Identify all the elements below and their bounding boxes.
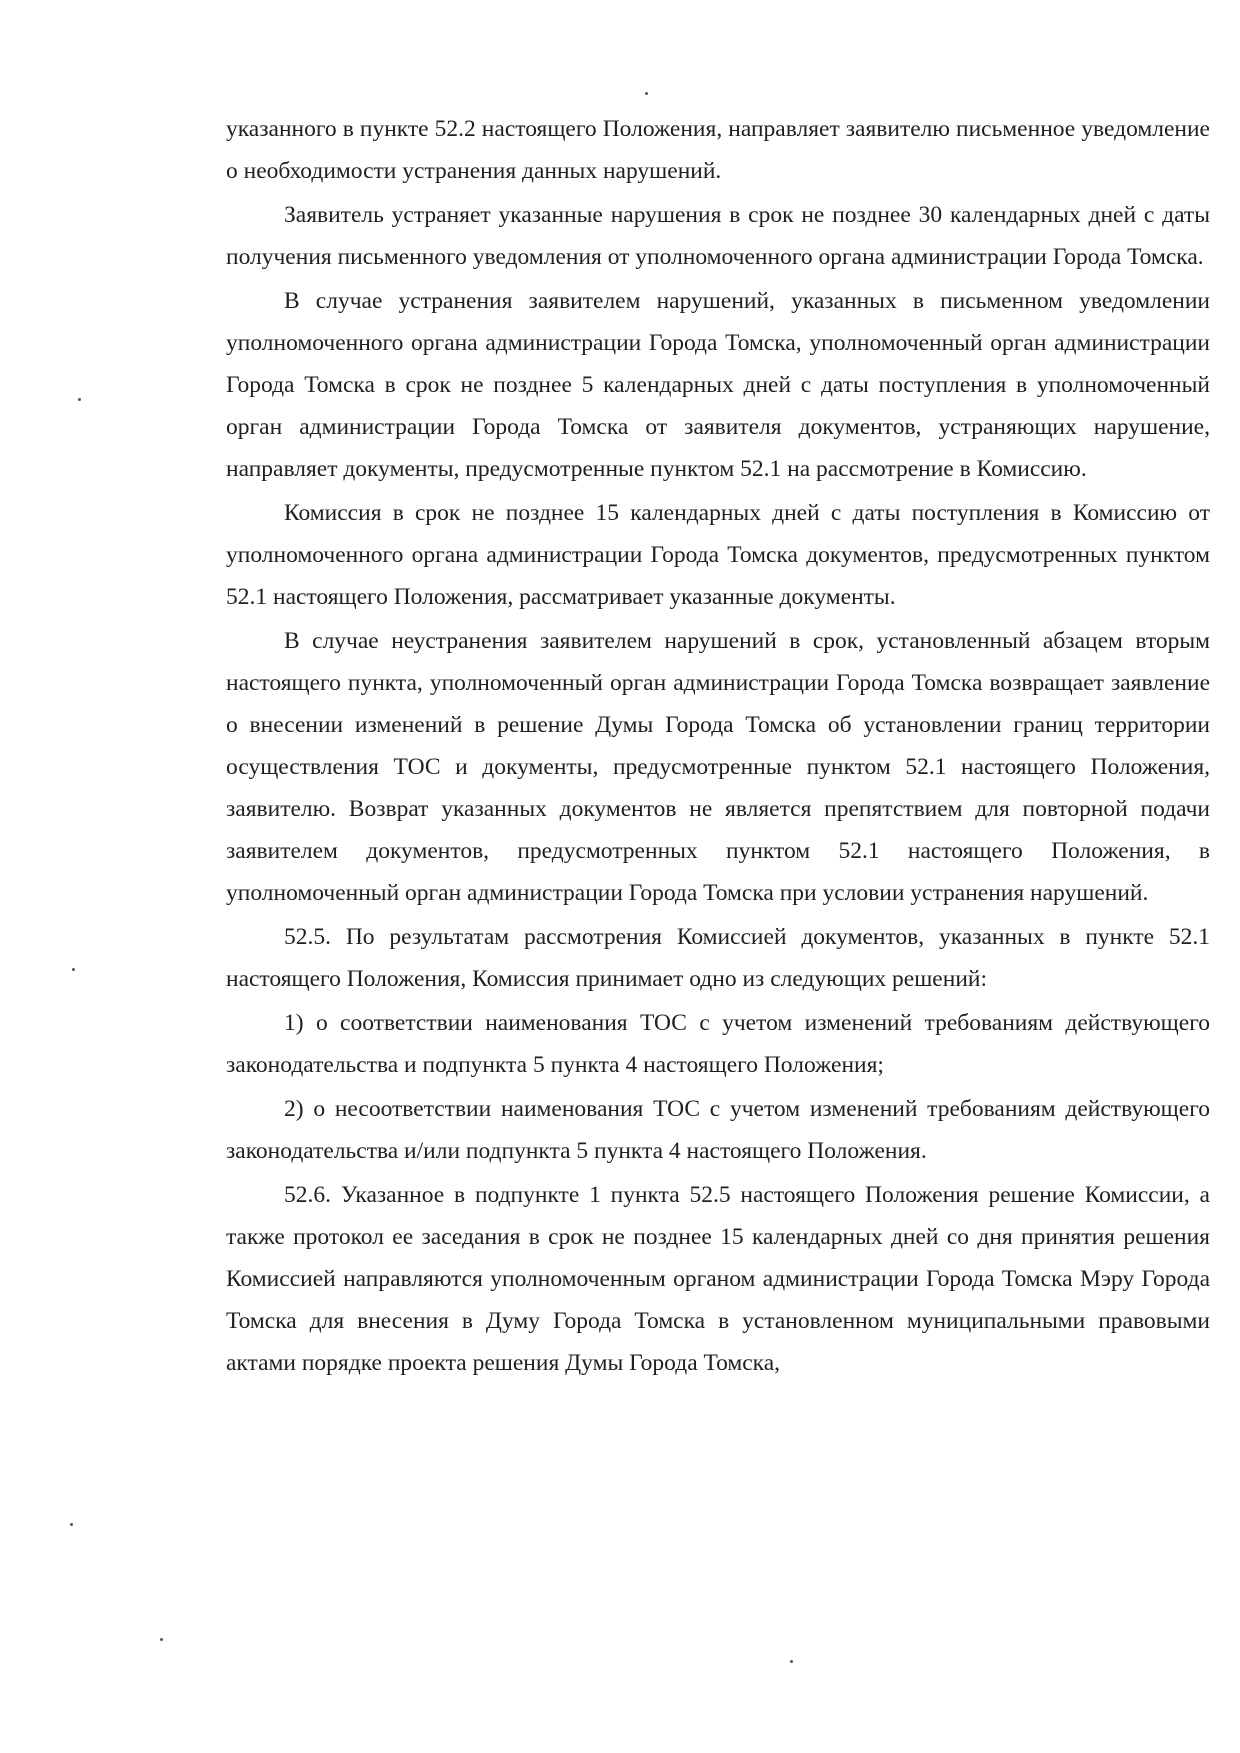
scan-speck xyxy=(160,1638,163,1641)
paragraph-continuation: указанного в пункте 52.2 настоящего Положения, направляет заявителю письменное уведомление о необходимости устранения данных нарушений. xyxy=(226,116,1210,184)
paragraph-commission-review: Комиссия в срок не позднее 15 календарных дней с даты поступления в Комиссию от уполномоченного органа администрации Города Томска документов, предусмотренных пунктом 52.1 настоящего Положения, рассматривает указанные документы. xyxy=(226,500,1210,610)
scan-speck xyxy=(645,92,648,95)
scan-speck xyxy=(70,1523,73,1526)
paragraph-52-5: 52.5. По результатам рассмотрения Комиссией документов, указанных в пункте 52.1 настоящего Положения, Комиссия принимает одно из следующих решений: xyxy=(226,924,1210,992)
scan-speck xyxy=(78,398,81,401)
scan-speck xyxy=(790,1660,793,1663)
paragraph-decision-2: 2) о несоответствии наименования ТОС с учетом изменений требованиям действующего законодательства и/или подпункта 5 пункта 4 настоящего Положения. xyxy=(226,1096,1210,1164)
paragraph-violations-eliminated: В случае устранения заявителем нарушений, указанных в письменном уведомлении уполномоченного органа администрации Города Томска, уполномоченный орган администрации Города Томска в срок не позднее 5 календарных дней с даты поступления в уполномоченный орган администрации Города Томска от заявителя документов, устраняющих нарушение, направляет документы, предусмотренные пунктом 52.1 на рассмотрение в Комиссию. xyxy=(226,288,1210,482)
paragraph-violations-not-eliminated: В случае неустранения заявителем нарушений в срок, установленный абзацем вторым настоящего пункта, уполномоченный орган администрации Города Томска возвращает заявление о внесении изменений в решение Думы Города Томска об установлении границ территории осуществления ТОС и документы, предусмотренные пунктом 52.1 настоящего Положения, заявителю. Возврат указанных документов не является препятствием для повторной подачи заявителем документов, предусмотренных пунктом 52.1 настоящего Положения, в уполномоченный орган администрации Города Томска при условии устранения нарушений. xyxy=(226,628,1210,906)
document-body xyxy=(226,108,1210,1386)
paragraph-deadline-30-days: Заявитель устраняет указанные нарушения в срок не позднее 30 календарных дней с даты получения письменного уведомления от уполномоченного органа администрации Города Томска. xyxy=(226,202,1210,270)
paragraph-decision-1: 1) о соответствии наименования ТОС с учетом изменений требованиям действующего законодательства и подпункта 5 пункта 4 настоящего Положения; xyxy=(226,1010,1210,1078)
paragraph-52-6: 52.6. Указанное в подпункте 1 пункта 52.5 настоящего Положения решение Комиссии, а также протокол ее заседания в срок не позднее 15 календарных дней со дня принятия решения Комиссией направляются уполномоченным органом администрации Города Томска Мэру Города Томска для внесения в Думу Города Томска в установленном муниципальными правовыми актами порядке проекта решения Думы Города Томска, xyxy=(226,1182,1210,1376)
scan-speck xyxy=(72,968,75,971)
